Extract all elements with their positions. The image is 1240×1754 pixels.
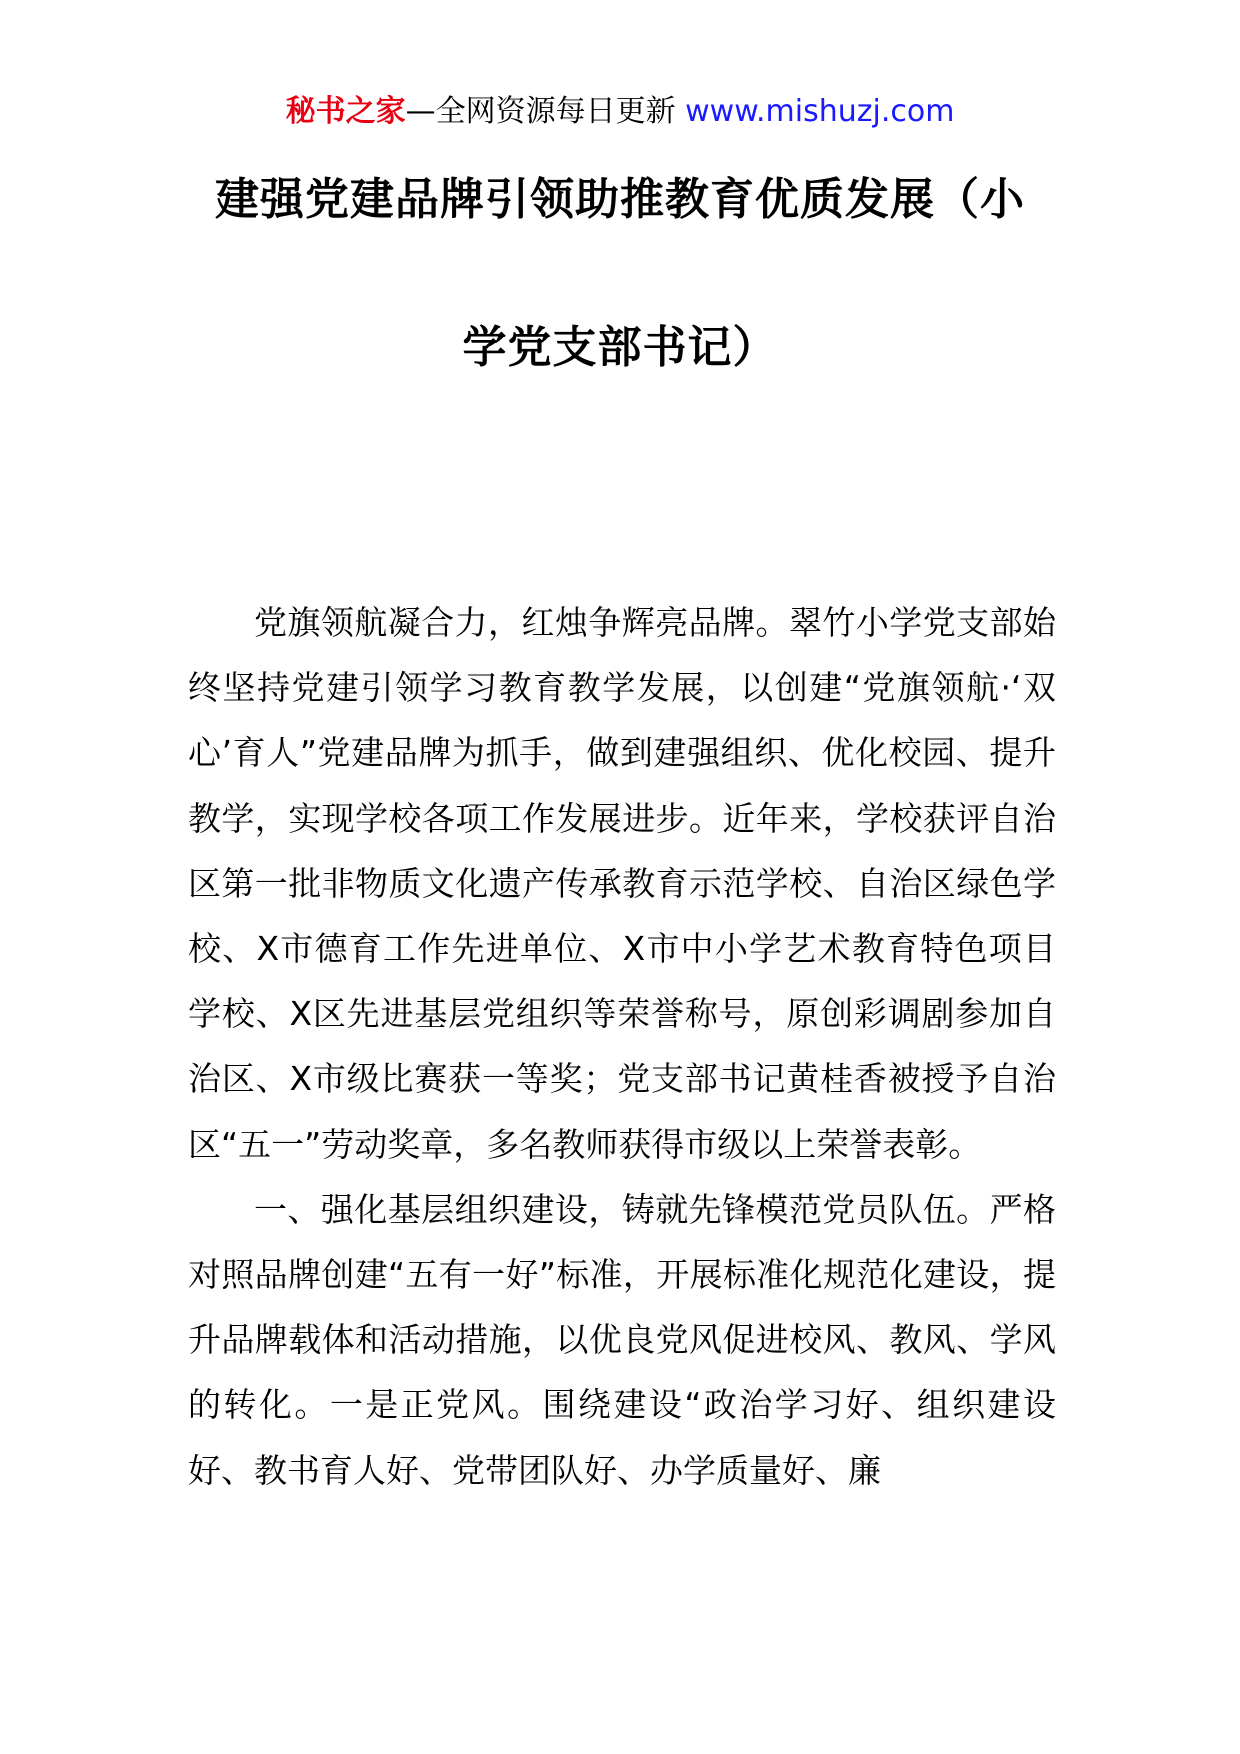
- site-header: [0, 92, 1240, 132]
- document-title-line-2: 学党支部书记）: [462, 322, 778, 373]
- document-body: [188, 590, 1056, 1503]
- body-paragraph-intro: 党旗领航凝合力，红烛争辉亮品牌。翠竹小学党支部始终坚持党建引领学习教育教学发展，以创建“党旗领航·‘双心’育人”党建品牌为抓手，做到建强组织、优化校园、提升教学，实现学校各项工作发展进步。近年来，学校获评自治区第一批非物质文化遗产传承教育示范学校、自治区绿色学校、X市德育工作先进单位、X市中小学艺术教育特色项目学校、X区先进基层党组织等荣誉称号，原创彩调剧参加自治区、X市级比赛获一等奖；党支部书记黄桂香被授予自治区“五一”劳动奖章，多名教师获得市级以上荣誉表彰。: [188, 603, 1056, 1164]
- body-paragraph-section-1: 一、强化基层组织建设，铸就先锋模范党员队伍。严格对照品牌创建“五有一好”标准，开展标准化规范化建设，提升品牌载体和活动措施，以优良党风促进校风、教风、学风的转化。一是正党风。围绕建设“政治学习好、组织建设好、教书育人好、党带团队好、办学质量好、廉: [188, 1189, 1056, 1490]
- document-title-line-1: 建强党建品牌引领助推教育优质发展（小: [215, 174, 1025, 225]
- site-tagline: —全网资源每日更新: [405, 94, 686, 129]
- site-url-link[interactable]: www.mishuzj.com: [685, 94, 955, 129]
- site-brand: 秘书之家: [285, 94, 406, 129]
